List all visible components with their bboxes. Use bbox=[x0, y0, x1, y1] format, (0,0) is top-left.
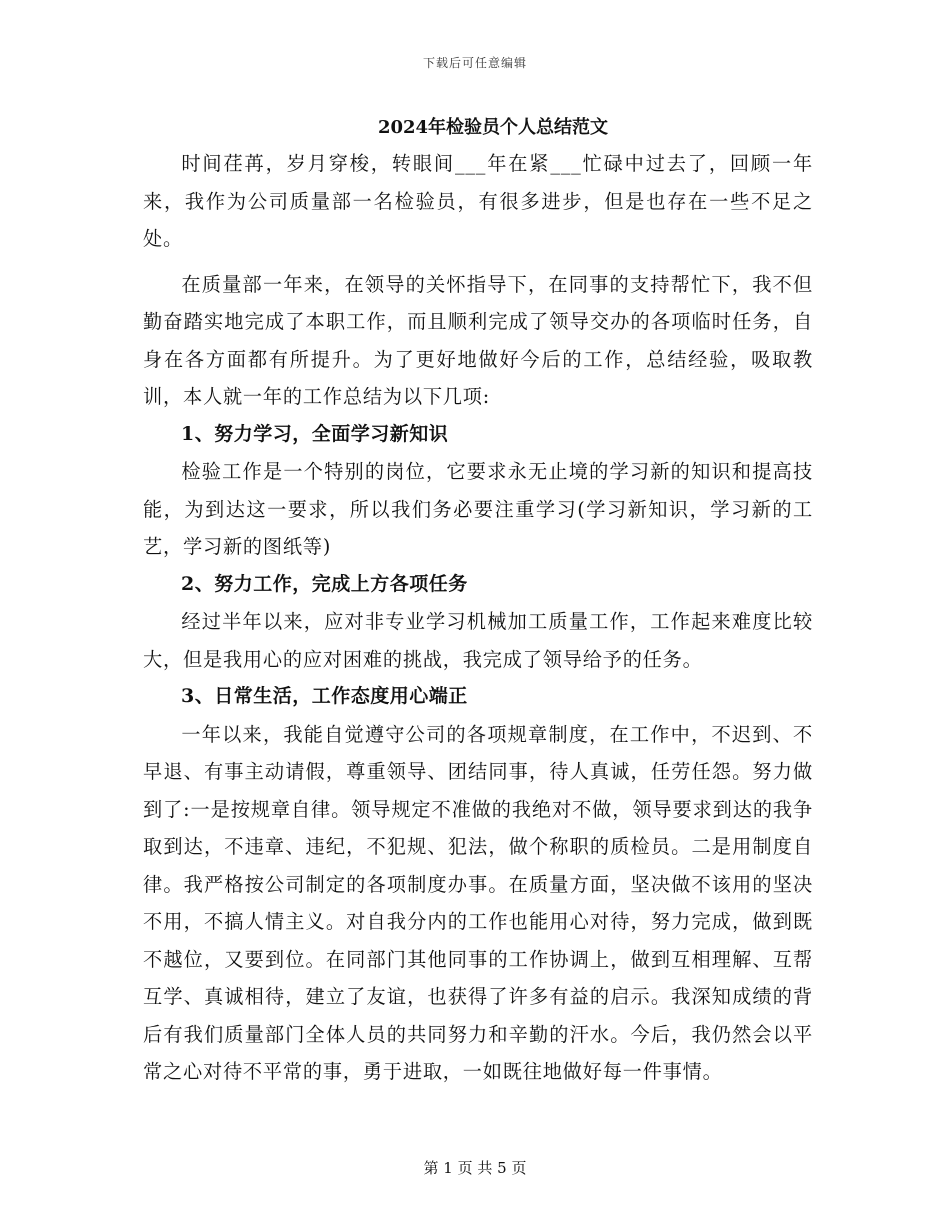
section-heading-2: 2、努力工作，完成上方各项任务 bbox=[181, 572, 468, 595]
header-note: 下载后可任意编辑 bbox=[422, 56, 527, 70]
page-indicator: 第 1 页 共 5 页 bbox=[423, 1159, 527, 1177]
intro-paragraph-2: 在质量部一年来，在领导的关怀指导下，在同事的支持帮忙下，我不但勤奋踏实地完成了本职工作，而且顺利完成了领导交办的各项临时任务，自身在各方面都有所提升。为了更好地做好今后的工作，总结经验，吸取教训，本人就一年的工作总结为以下几项: bbox=[143, 272, 813, 408]
section-body-1: 检验工作是一个特别的岗位，它要求永无止境的学习新的知识和提高技能，为到达这一要求，所以我们务必要注重学习(学习新知识，学习新的工艺，学习新的图纸等) bbox=[143, 460, 813, 558]
section-body-3: 一年以来，我能自觉遵守公司的各项规章制度，在工作中，不迟到、不早退、有事主动请假，尊重领导、团结同事，待人真诚，任劳任怨。努力做到了:一是按规章自律。领导规定不准做的我绝对不做，领导要求到达的我争取到达，不违章、违纪，不犯规、犯法，做个称职的质检员。二是用制度自律。我严格按公司制定的各项制度办事。在质量方面，坚决做不该用的坚决不用，不搞人情主义。对自我分内的工作也能用心对待，努力完成，做到既不越位，又要到位。在同部门其他同事的工作协调上，做到互相理解、互帮互学、真诚相待，建立了友谊，也获得了许多有益的启示。我深知成绩的背后有我们质量部门全体人员的共同努力和辛勤的汗水。今后，我仍然会以平常之心对待不平常的事，勇于进取，一如既往地做好每一件事情。 bbox=[143, 722, 813, 1083]
document-title: 2024年检验员个人总结范文 bbox=[377, 117, 609, 138]
intro-paragraph-1: 时间荏苒，岁月穿梭，转眼间___年在紧___忙碌中过去了，回顾一年来，我作为公司质量部一名检验员，有很多进步，但是也存在一些不足之处。 bbox=[143, 152, 813, 250]
section-heading-3: 3、日常生活，工作态度用心端正 bbox=[181, 685, 468, 707]
section-heading-1: 1、努力学习，全面学习新知识 bbox=[181, 422, 449, 445]
document-body bbox=[143, 112, 813, 1091]
section-body-2: 经过半年以来，应对非专业学习机械加工质量工作，工作起来难度比较大，但是我用心的应对困难的挑战，我完成了领导给予的任务。 bbox=[143, 610, 813, 671]
